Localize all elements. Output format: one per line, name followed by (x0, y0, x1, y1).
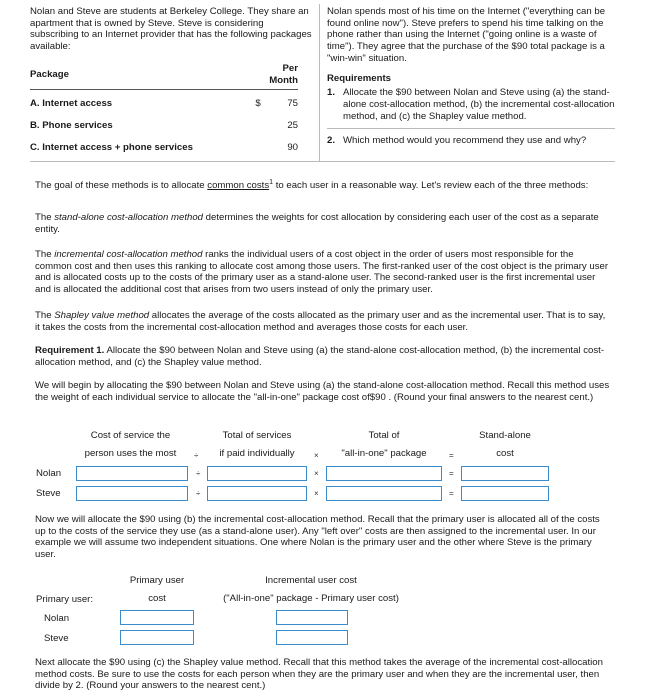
intro-right-text: Nolan spends most of his time on the Internet ("everything can be found online now"). Steve prefers to spend his time talking on the phone rather than using the Internet ("going online is a waste of time"). They agree that the purchase of the $90 total package is a "win-win" situation. (327, 6, 606, 64)
nolan-standalone-cost-input[interactable] (461, 466, 549, 481)
package-name: C. Internet access + phone services (30, 141, 193, 153)
dollar-sign (248, 112, 268, 134)
total-all-in-one-header: Total of "all-in-one" package (341, 430, 427, 459)
per-month-header: Per Month (268, 61, 298, 90)
requirement-1-heading: Requirement 1. Allocate the $90 between Nolan and Steve using (a) the stand-alone cost-allocation method, (b) the incremental cost-allocation method, and (c) the Shapley value method. (35, 345, 605, 368)
requirement-item (327, 87, 615, 122)
requirement-text: Allocate the $90 between Nolan and Steve using (a) the stand-alone cost-allocation method, (b) the incremental cost-allocation method, and (c) the Shapley value method. (343, 87, 615, 122)
table-row (30, 90, 298, 112)
steve-total-services-input[interactable] (207, 486, 307, 501)
requirement-item (327, 128, 615, 147)
primary-user-cost-header: Primary user cost (129, 575, 185, 604)
cost-of-service-header: Cost of service the person uses the most (84, 430, 177, 459)
requirements-list (327, 87, 615, 147)
row-label-nolan: Nolan (44, 613, 70, 624)
multiply-operator: × (314, 451, 319, 460)
problem-right-column (321, 4, 615, 147)
requirement-number: 1. (327, 87, 336, 99)
table-row (30, 112, 298, 134)
steve-cost-of-service-input[interactable] (76, 486, 188, 501)
divide-operator: ÷ (194, 451, 199, 460)
problem-left-column (30, 4, 320, 161)
divide-operator: ÷ (196, 489, 201, 498)
package-price: 90 (287, 141, 298, 153)
multiply-operator: × (314, 489, 319, 498)
requirement-number: 2. (327, 135, 336, 147)
steve-primary-user-cost-input[interactable] (120, 630, 194, 645)
equals-operator: = (449, 451, 454, 460)
common-costs-link[interactable]: common costs (207, 180, 270, 192)
multiply-operator: × (314, 469, 319, 478)
primary-user-row-header: Primary user: (36, 594, 94, 605)
steve-incremental-user-cost-input[interactable] (276, 630, 348, 645)
standalone-instructions: We will begin by allocating the $90 between Nolan and Steve using (a) the stand-alone cost-allocation method. Recall this method uses the weight of each individual service to allocate the "all-in-one" package cost of$90 . (Round your final answers to the nearest cent.) (35, 380, 610, 403)
requirement-text: Which method would you recommend they use and why? (343, 135, 587, 147)
dollar-sign (248, 134, 268, 156)
nolan-cost-of-service-input[interactable] (76, 466, 188, 481)
nolan-primary-user-cost-input[interactable] (120, 610, 194, 625)
package-header: Package (30, 61, 248, 90)
nolan-total-services-input[interactable] (207, 466, 307, 481)
table-row (30, 134, 298, 156)
equals-operator: = (449, 489, 454, 498)
package-price: 25 (287, 119, 298, 131)
package-table (30, 61, 298, 156)
divide-operator: ÷ (196, 469, 201, 478)
methods-intro-paragraph: The goal of these methods is to allocate common costs$^1$ to each user in a reasonable way. Let's review each of the three methods: (35, 179, 589, 192)
incremental-user-cost-header: Incremental user cost ("All-in-one" package - Primary user cost) (223, 575, 399, 604)
package-price: 75 (287, 98, 298, 110)
equals-operator: = (449, 469, 454, 478)
row-label-steve: Steve (44, 633, 69, 644)
shapley-instructions: Next allocate the $90 using (c) the Shapley value method. Recall that this method takes the average of the incremental cost-allocation method costs. Be sure to use the costs for each person when they are the primary user and when they are the incremental user, then divide by 2. (Round your answers to the nearest cent.) (35, 657, 603, 692)
shapley-description: The Shapley value method allocates the average of the costs allocated as the primary user and as the incremental user. That is to say, it takes the costs from the incremental cost-allocation method and averages those costs for each user. (35, 310, 606, 333)
standalone-cost-header: Stand-alone cost (479, 430, 531, 459)
nolan-all-in-one-input[interactable] (326, 466, 442, 481)
standalone-description: The stand-alone cost-allocation method determines the weights for cost allocation by considering each user of the cost as a separate entity. (35, 212, 599, 235)
incremental-instructions: Now we will allocate the $90 using (b) the incremental cost-allocation method. Recall that the primary user is allocated all of the costs up to the costs of the service they use (as a stand-alone user). Any "left over" costs are then assigned to the incremental user. In our example we will assume two independent situations. One where Nolan is the primary user and the other where Steve is the primary user. (35, 514, 600, 561)
footnote-marker: 1 (269, 179, 274, 186)
package-name: A. Internet access (30, 98, 113, 110)
row-label-nolan: Nolan (36, 468, 62, 479)
package-name: B. Phone services (30, 119, 113, 131)
incremental-description: The incremental cost-allocation method ranks the individual users of a cost object in the order of users most responsible for the common cost and then uses this ranking to allocate cost among those users. The first-ranked user of the cost object is the primary user and is allocated costs up to the costs of the primary user as a stand-alone user. The second-ranked user is the first incremental user and is allocated the additional cost that arises from two users instead of only the primary user. (35, 249, 609, 296)
steve-all-in-one-input[interactable] (326, 486, 442, 501)
dollar-sign: $ (255, 98, 261, 110)
total-services-header: Total of services if paid individually (219, 430, 295, 459)
intro-left-text: Nolan and Steve are students at Berkeley College. They share an apartment that is owned by Steve. Steve is considering subscribing to an Internet provider that has the following packages available: (30, 6, 312, 53)
requirements-title: Requirements (327, 72, 391, 84)
nolan-incremental-user-cost-input[interactable] (276, 610, 348, 625)
problem-header (30, 4, 615, 162)
row-label-steve: Steve (36, 488, 61, 499)
steve-standalone-cost-input[interactable] (461, 486, 549, 501)
